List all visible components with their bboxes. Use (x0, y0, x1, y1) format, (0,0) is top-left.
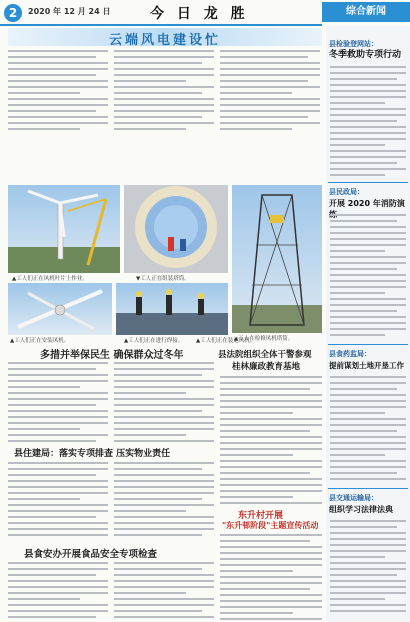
sidebar-1-headline: 冬季救助专项行动 (329, 50, 402, 60)
turbine-crane-image (8, 185, 120, 273)
article-1-headline: 多措并举保民生 确保群众过冬年 (40, 350, 184, 361)
section-tab: 综合新闻 (322, 2, 410, 22)
photo-blades (8, 283, 112, 335)
news-sidebar (326, 26, 410, 622)
article-5-body (220, 534, 322, 620)
sidebar-2-kicker: 县民政局： (329, 188, 364, 196)
sidebar-3-headline: 提前谋划土地开垦工作 (329, 361, 404, 370)
lead-article (8, 50, 324, 178)
lead-col-1 (8, 50, 108, 178)
tower-scaffold-image (232, 185, 322, 333)
article-5-headline-line-2: "东升邨阶段"主题宣传活动 (222, 521, 319, 530)
photo-tower-ring (124, 185, 228, 273)
sidebar-1-body (330, 66, 406, 180)
photo-caption-2: ▼工人正在组装塔筒。 (136, 276, 190, 282)
article-4-body (220, 376, 322, 504)
page-header (0, 0, 410, 26)
article-4-headline-line-2: 桂林廉政教育基地 (232, 362, 301, 372)
sidebar-divider-3 (328, 488, 408, 489)
article-2-body-col-2 (114, 462, 214, 540)
sidebar-4-body (330, 520, 406, 620)
photo-workers (116, 283, 228, 335)
photo-caption-3: ▲工人们正在安装风机。 (10, 338, 70, 344)
sidebar-divider-1 (328, 182, 408, 183)
article-3-headline: 县食安办开展食品安全专项检查 (24, 549, 158, 560)
article-1-body-col-1 (8, 362, 108, 442)
lead-col-2 (114, 50, 214, 178)
article-3-body-col-2 (114, 562, 214, 620)
photo-tower-scaffold (232, 185, 322, 333)
article-2-body-col-1 (8, 462, 108, 540)
photo-caption-6: ▲工人在检修风机塔筒。 (234, 336, 294, 342)
photo-caption-1: ▲工人们正在风机叶片上作业。 (12, 276, 88, 282)
sidebar-2-headline: 开展 2020 年消防演 (329, 199, 405, 208)
sidebar-3-kicker: 县食药监局： (329, 350, 371, 358)
sidebar-1-kicker: 县检验登网站： (329, 40, 378, 48)
article-1-body-col-2 (114, 362, 214, 442)
lead-col-3 (220, 50, 320, 178)
tower-ring-image (124, 185, 228, 273)
header-rule (0, 24, 322, 26)
issue-date: 2020 年 12 月 24 日 (28, 7, 111, 16)
sidebar-4-kicker: 县交通运输局： (329, 494, 378, 502)
photo-caption-4: ▲工人们正在进行焊接。 (124, 338, 184, 344)
masthead: 今 日 龙 胜 (150, 6, 249, 22)
sidebar-3-body (330, 376, 406, 486)
article-2-headline: 县住建局：落实专项排查 压实物业责任 (14, 449, 171, 459)
sidebar-4-headline: 组织学习法律法典 (329, 505, 393, 514)
sidebar-2-body (330, 214, 406, 342)
workers-image (116, 283, 228, 335)
photo-turbine-crane (8, 185, 120, 273)
article-3-body-col-1 (8, 562, 108, 620)
feature-banner (8, 28, 322, 46)
page-number: 2 (4, 4, 22, 22)
photo-caption-5: ▲工人们正在装运风机。 (196, 338, 256, 344)
blades-image (8, 283, 112, 335)
article-5-headline-line-1: 东升村开展 (238, 511, 284, 521)
article-4-headline-line-1: 县法院组织全体干警参观 (218, 350, 312, 360)
feature-title: 云端风电建设忙 (108, 33, 221, 48)
sidebar-divider-2 (328, 344, 408, 345)
